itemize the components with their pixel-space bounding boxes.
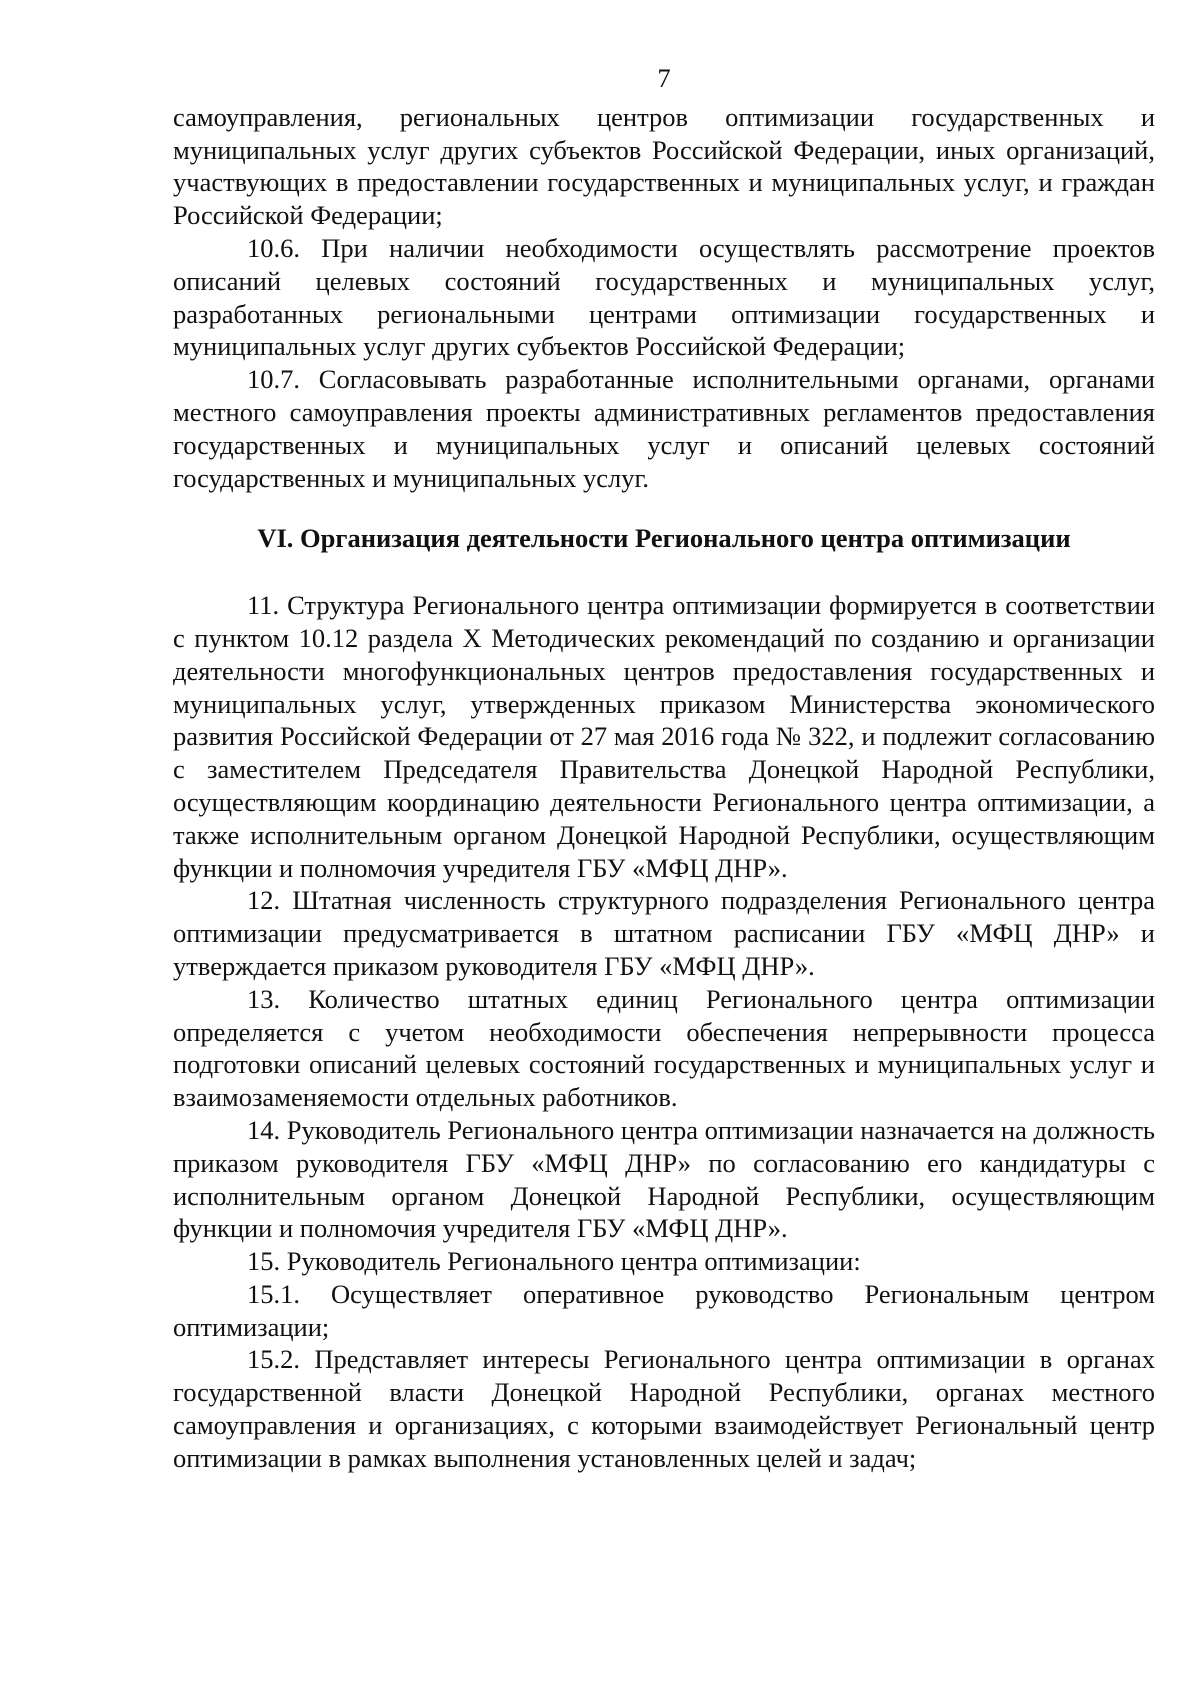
paragraph-12: 12. Штатная численность структурного подразделения Регионального центра оптимизации предусматривается в штатном расписании ГБУ «МФЦ ДНР» и утверждается приказом руководителя ГБУ «МФЦ ДНР». xyxy=(173,885,1155,981)
paragraph-14: 14. Руководитель Регионального центра оптимизации назначается на должность приказом руководителя ГБУ «МФЦ ДНР» по согласованию его кандидатуры с исполнительным органом Донецкой Народной Республики, осуществляющим функции и полномочия учредителя ГБУ «МФЦ ДНР». xyxy=(173,1114,1155,1244)
page-number: 7 xyxy=(657,63,671,93)
paragraph-13: 13. Количество штатных единиц Регионального центра оптимизации определяется с учетом необходимости обеспечения непрерывности процесса подготовки описаний целевых состояний государственных и муниципальных услуг и взаимозаменяемости отдельных работников. xyxy=(173,983,1155,1113)
paragraph-15: 15. Руководитель Регионального центра оптимизации: xyxy=(247,1246,861,1277)
section-heading: VI. Организация деятельности Регионального центра оптимизации xyxy=(257,523,1071,554)
document-page xyxy=(173,62,1155,1475)
paragraph-15-2: 15.2. Представляет интересы Регионального центра оптимизации в органах государственной власти Донецкой Народной Республики, органах местного самоуправления и организациях, с которыми взаимодействует Региональный центр оптимизации в рамках выполнения установленных целей и задач; xyxy=(173,1344,1155,1473)
paragraph-15-1: 15.1. Осуществляет оперативное руководство Региональным центром оптимизации; xyxy=(173,1278,1155,1342)
paragraphs-before-heading xyxy=(173,101,1155,495)
paragraph-continuation: самоуправления, региональных центров оптимизации государственных и муниципальных услуг других субъектов Российской Федерации, иных организаций, участвующих в предоставлении государственных и муниципальных услуг, и граждан Российской Федерации; xyxy=(173,101,1155,231)
paragraph-10-7: 10.7. Согласовывать разработанные исполнительными органами, органами местного самоуправления проекты административных регламентов предоставления государственных и муниципальных услуг и описаний целевых состояний государственных и муниципальных услуг. xyxy=(173,364,1155,493)
paragraph-10-6: 10.6. При наличии необходимости осуществлять рассмотрение проектов описаний целевых состояний государственных и муниципальных услуг, разработанных региональными центрами оптимизации государственных и муниципальных услуг других субъектов Российской Федерации; xyxy=(173,232,1155,362)
paragraph-11: 11. Структура Регионального центра оптимизации формируется в соответствии с пунктом 10.12 раздела X Методических рекомендаций по созданию и организации деятельности многофункциональных центров предоставления государственных и муниципальных услуг, утвержденных приказом Министерства экономического развития Российской Федерации от 27 мая 2016 года № 322, и подлежит согласованию с заместителем Председателя Правительства Донецкой Народной Республики, осуществляющим координацию деятельности Регионального центра оптимизации, а также исполнительным органом Донецкой Народной Республики, осуществляющим функции и полномочия учредителя ГБУ «МФЦ ДНР». xyxy=(173,590,1155,883)
paragraphs-after-heading xyxy=(173,589,1155,1475)
